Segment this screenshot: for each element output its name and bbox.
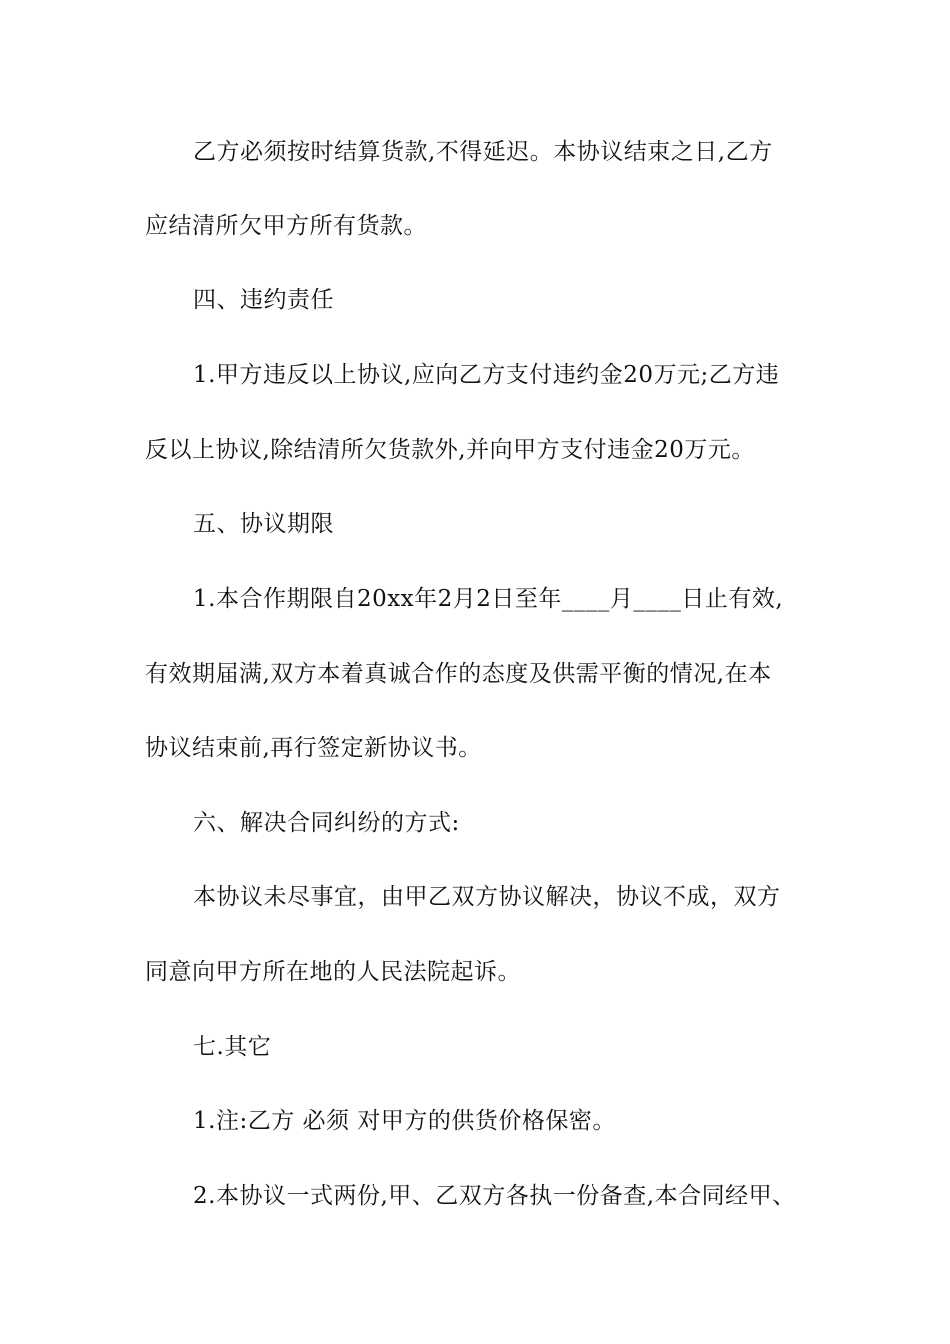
paragraph-line: 同意向甲方所在地的人民法院起诉。 (145, 959, 521, 985)
paragraph-line: 乙方必须按时结算货款,不得延迟。本协议结束之日,乙方 (193, 139, 773, 165)
section-heading: 六、解决合同纠纷的方式: (193, 810, 460, 836)
section-heading: 四、违约责任 (193, 287, 334, 313)
paragraph-line: 1.本合作期限自20xx年2月2日至年____月____日止有效, (193, 586, 784, 612)
paragraph-line: 2.本协议一式两份,甲、乙双方各执一份备查,本合同经甲、 (193, 1183, 796, 1209)
paragraph-line: 有效期届满,双方本着真诚合作的态度及供需平衡的情况,在本 (145, 661, 772, 687)
paragraph-line: 应结清所欠甲方所有货款。 (145, 213, 427, 239)
section-heading: 五、协议期限 (193, 511, 334, 537)
paragraph-line: 反以上协议,除结清所欠货款外,并向甲方支付违金20万元。 (145, 437, 755, 463)
paragraph-line: 1.甲方违反以上协议,应向乙方支付违约金20万元;乙方违 (193, 362, 780, 388)
paragraph-line: 本协议未尽事宜，由甲乙双方协议解决，协议不成，双方 (193, 884, 781, 910)
section-heading: 七.其它 (193, 1034, 272, 1060)
paragraph-line: 协议结束前,再行签定新协议书。 (145, 735, 482, 761)
paragraph-line: 1.注:乙方 必须 对甲方的供货价格保密。 (193, 1108, 616, 1134)
